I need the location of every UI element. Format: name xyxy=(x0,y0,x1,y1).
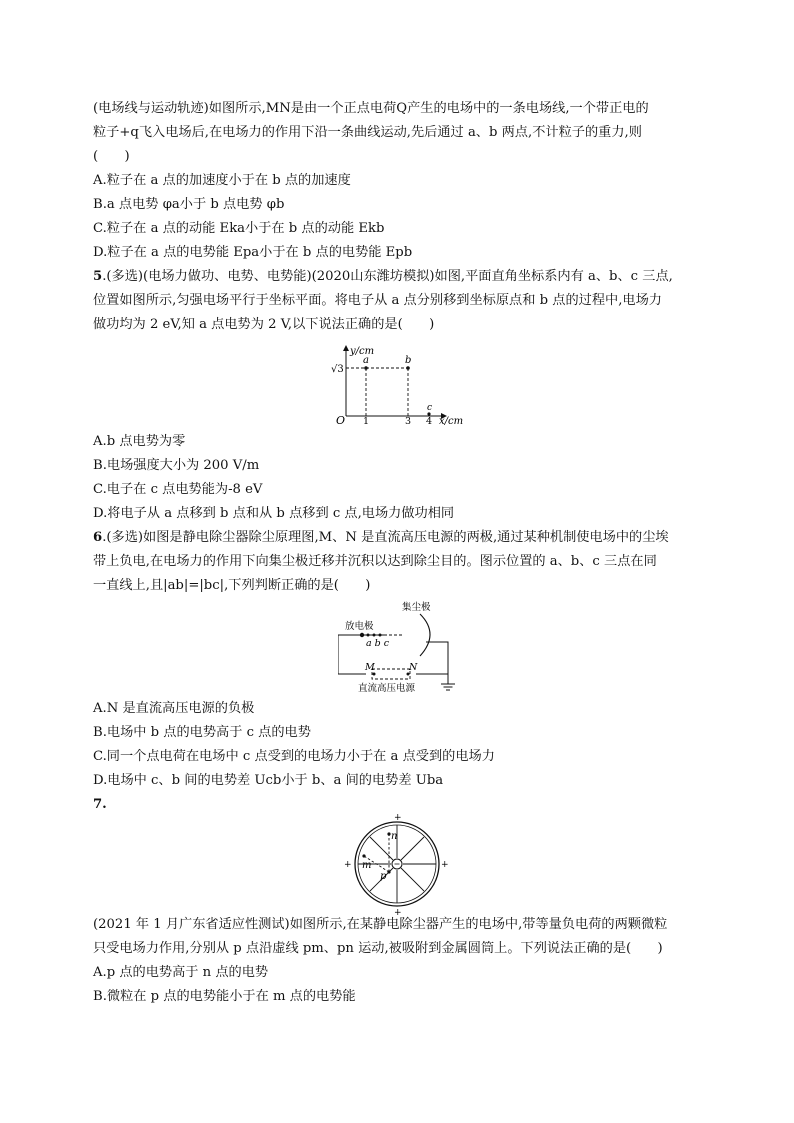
q4-stem-line-3: ( ) xyxy=(93,149,130,164)
q7-plus-top: + xyxy=(394,813,402,823)
q5-coordinate-figure xyxy=(328,340,478,426)
q6-label-n: N xyxy=(409,662,418,673)
q4-option-b: B.a 点电势 φa小于 b 点电势 φb xyxy=(93,197,285,212)
q6-point-b xyxy=(373,634,376,637)
q5-option-b: B.电场强度大小为 200 V/m xyxy=(93,458,260,473)
q5-option-d: D.将电子从 a 点移到 b 点和从 b 点移到 c 点,电场力做功相同 xyxy=(93,506,455,521)
q6-option-a: A.N 是直流高压电源的负极 xyxy=(93,701,255,716)
q5-x-axis-label: x/cm xyxy=(439,416,464,426)
q5-stem-text-1: .(多选)(电场力做功、电势、电势能)(2020山东潍坊模拟)如图,平面直角坐标系内有 a、b、c 三点, xyxy=(102,269,673,284)
q4-stem-line-1: (电场线与运动轨迹)如图所示,MN是由一个正点电荷Q产生的电场中的一条电场线,一个带正电的 xyxy=(93,101,649,116)
q6-collector-plate xyxy=(420,614,430,656)
q5-y-tick-sqrt3: √3 xyxy=(331,364,344,375)
q5-number: 5 xyxy=(93,269,103,284)
q5-label-a: a xyxy=(363,355,369,366)
q7-number: 7. xyxy=(93,797,107,812)
q7-point-p xyxy=(387,870,390,873)
q6-option-d: D.电场中 c、b 间的电势差 Ucb小于 b、a 间的电势差 Uba xyxy=(93,773,444,788)
q6-discharge-electrode xyxy=(360,633,364,637)
q6-precipitator-figure xyxy=(338,598,468,696)
q6-collector-label: 集尘极 xyxy=(402,602,431,613)
q6-wire-right xyxy=(416,642,448,674)
q5-x-tick-1: 1 xyxy=(363,416,370,426)
q5-x-tick-4: 4 xyxy=(426,416,433,426)
q6-label-m: M xyxy=(365,662,375,673)
q5-option-c: C.电子在 c 点电势能为-8 eV xyxy=(93,482,263,497)
q5-stem-line-1 xyxy=(93,268,673,286)
q7-stem-line-2: 只受电场力作用,分别从 p 点沿虚线 pm、pn 运动,被吸附到金属圆筒上。下列说法正确的是( ) xyxy=(93,941,663,956)
q4-option-a: A.粒子在 a 点的加速度小于在 b 点的加速度 xyxy=(93,173,351,188)
q5-point-b xyxy=(406,366,410,370)
q5-x-tick-3: 3 xyxy=(405,416,412,426)
q6-point-a xyxy=(367,634,370,637)
q7-option-b: B.微粒在 p 点的电势能小于在 m 点的电势能 xyxy=(93,989,356,1004)
q6-source-label: 直流高压电源 xyxy=(358,683,416,694)
q7-plus-right: + xyxy=(441,860,449,870)
q5-point-a xyxy=(364,366,368,370)
q5-stem-line-3: 做功均为 2 eV,知 a 点电势为 2 V,以下说法正确的是( ) xyxy=(93,317,435,332)
q7-plus-left: + xyxy=(344,860,352,870)
q5-y-axis-label: y/cm xyxy=(350,346,375,357)
q6-stem-line-1 xyxy=(93,529,669,547)
q5-label-b: b xyxy=(405,355,412,366)
q6-number: 6 xyxy=(93,530,103,545)
q6-points-label: a b c xyxy=(366,638,390,649)
q4-option-d: D.粒子在 a 点的电势能 Epa小于在 b 点的电势能 Epb xyxy=(93,245,413,260)
q6-stem-line-2: 带上负电,在电场力的作用下向集尘极迁移并沉积以达到除尘目的。图示位置的 a、b、c 三点在同 xyxy=(93,554,657,569)
q5-option-a: A.b 点电势为零 xyxy=(93,434,186,449)
q6-stem-line-3: 一直线上,且|ab|=|bc|,下列判断正确的是( ) xyxy=(93,578,371,593)
q6-power-source-box xyxy=(372,669,410,679)
q7-number-line xyxy=(93,796,107,814)
q7-stem-line-1: (2021 年 1 月广东省适应性测试)如图所示,在某静电除尘器产生的电场中,带等量负电荷的两颗微粒 xyxy=(93,917,668,932)
q6-point-c xyxy=(379,634,382,637)
q7-label-m: m xyxy=(362,860,372,871)
q7-cylinder-figure xyxy=(340,812,452,916)
q7-plus-bottom: + xyxy=(394,908,402,916)
q4-stem-line-2: 粒子+q飞入电场后,在电场力的作用下沿一条曲线运动,先后通过 a、b 两点,不计粒子的重力,则 xyxy=(93,125,642,140)
q6-discharge-label: 放电极 xyxy=(345,621,374,632)
q7-label-n: n xyxy=(391,831,398,842)
q4-option-c: C.粒子在 a 点的动能 Eka小于在 b 点的动能 Ekb xyxy=(93,221,385,236)
q5-label-c: c xyxy=(427,403,433,413)
q7-label-p: p xyxy=(380,871,387,882)
q6-wire-left xyxy=(338,635,366,674)
q5-origin-label: O xyxy=(336,414,346,426)
q5-stem-line-2: 位置如图所示,匀强电场平行于坐标平面。将电子从 a 点分别移到坐标原点和 b 点的过程中,电场力 xyxy=(93,293,662,308)
q7-option-a: A.p 点的电势高于 n 点的电势 xyxy=(93,965,269,980)
q6-stem-text-1: .(多选)如图是静电除尘器除尘原理图,M、N 是直流高压电源的两极,通过某种机制使电场中的尘埃 xyxy=(102,530,669,545)
q7-point-m xyxy=(362,854,365,857)
q6-option-c: C.同一个点电荷在电场中 c 点受到的电场力小于在 a 点受到的电场力 xyxy=(93,749,495,764)
q6-option-b: B.电场中 b 点的电势高于 c 点的电势 xyxy=(93,725,311,740)
